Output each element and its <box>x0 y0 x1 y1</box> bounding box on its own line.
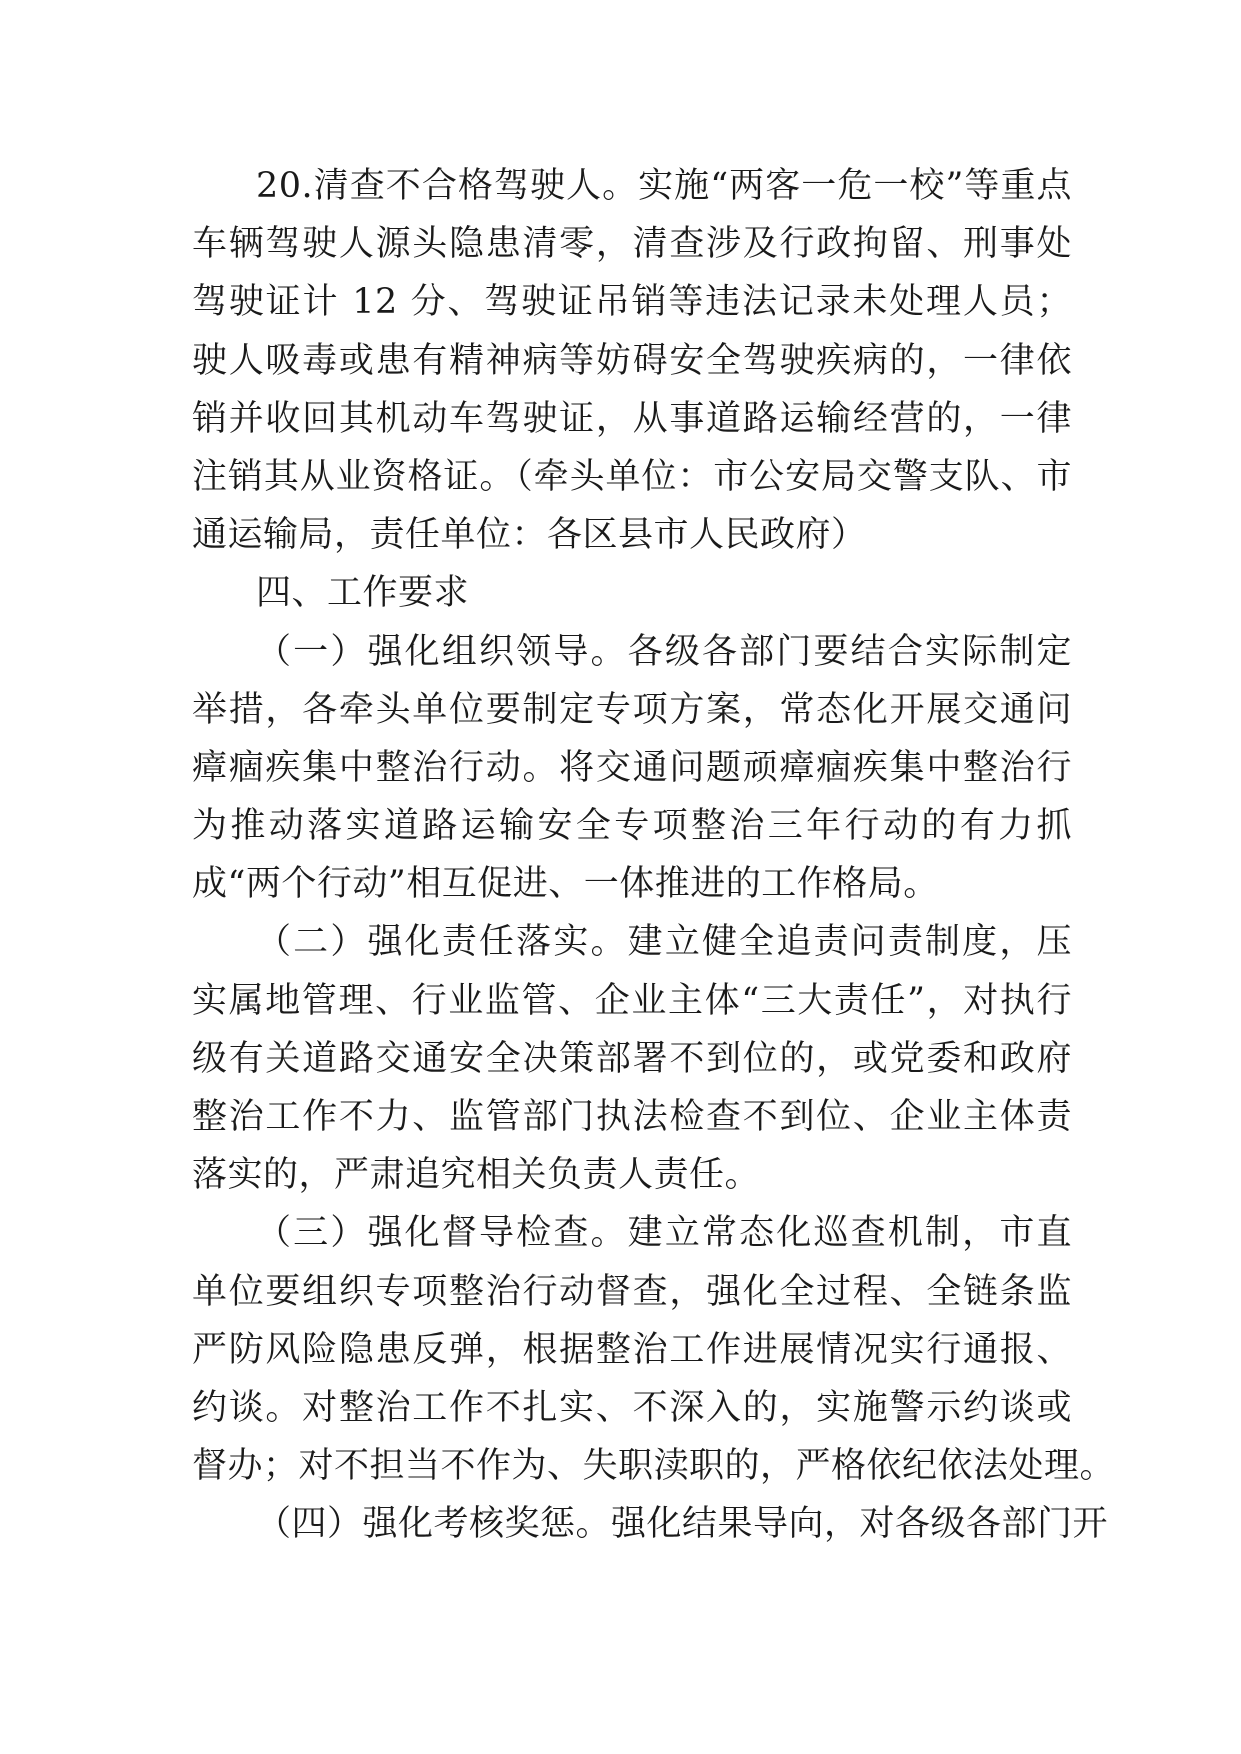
text-line: 级有关道路交通安全决策部署不到位的，或党委和政府 <box>192 1038 1072 1079</box>
text-line: 严防风险隐患反弹，根据整治工作进展情况实行通报、 <box>192 1329 1072 1370</box>
text-line: 为推动落实道路运输安全专项整治三年行动的有力抓 <box>192 806 1072 847</box>
document-body <box>192 157 1116 1554</box>
text-line: 瘴痼疾集中整治行动。将交通问题顽瘴痼疾集中整治行 <box>192 747 1072 788</box>
text-line: 注销其从业资格证。（牵头单位：市公安局交警支队、市 <box>192 456 1072 497</box>
text-line: 举措，各牵头单位要制定专项方案，常态化开展交通问 <box>192 689 1072 730</box>
text-line: （一）强化组织领导。各级各部门要结合实际制定 <box>256 631 1072 672</box>
text-line: 整治工作不力、监管部门执法检查不到位、企业主体责 <box>192 1097 1072 1137</box>
text-line: 车辆驾驶人源头隐患清零，清查涉及行政拘留、刑事处 <box>192 224 1072 265</box>
text-line: 落实的，严肃追究相关负责人责任。 <box>192 1155 761 1196</box>
text-line: （四）强化考核奖惩。强化结果导向，对各级各部门开 <box>256 1504 1109 1545</box>
text-line: 驶人吸毒或患有精神病等妨碍安全驾驶疾病的，一律依 <box>192 340 1072 381</box>
text-line: 四、工作要求 <box>256 573 470 614</box>
text-line: 20.清查不合格驾驶人。实施“两客一危一校”等重点 <box>256 166 1072 206</box>
text-line: 销并收回其机动车驾驶证，从事道路运输经营的，一律 <box>192 398 1072 439</box>
text-line: 驾驶证计 12 分、驾驶证吊销等违法记录未处理人员； <box>192 282 1072 323</box>
text-line: 实属地管理、行业监管、企业主体“三大责任”，对执行 <box>192 980 1072 1021</box>
text-line: 通运输局，责任单位：各区县市人民政府） <box>192 515 867 556</box>
text-line: 成“两个行动”相互促进、一体推进的工作格局。 <box>192 864 939 905</box>
text-line: 单位要组织专项整治行动督查，强化全过程、全链条监 <box>192 1271 1072 1312</box>
text-line: （二）强化责任落实。建立健全追责问责制度，压 <box>256 922 1072 963</box>
text-line: 督办；对不担当不作为、失职渎职的，严格依纪依法处理。 <box>192 1446 1116 1487</box>
text-line: （三）强化督导检查。建立常态化巡查机制，市直 <box>256 1213 1072 1254</box>
text-line: 约谈。对整治工作不扎实、不深入的，实施警示约谈或 <box>192 1387 1072 1428</box>
